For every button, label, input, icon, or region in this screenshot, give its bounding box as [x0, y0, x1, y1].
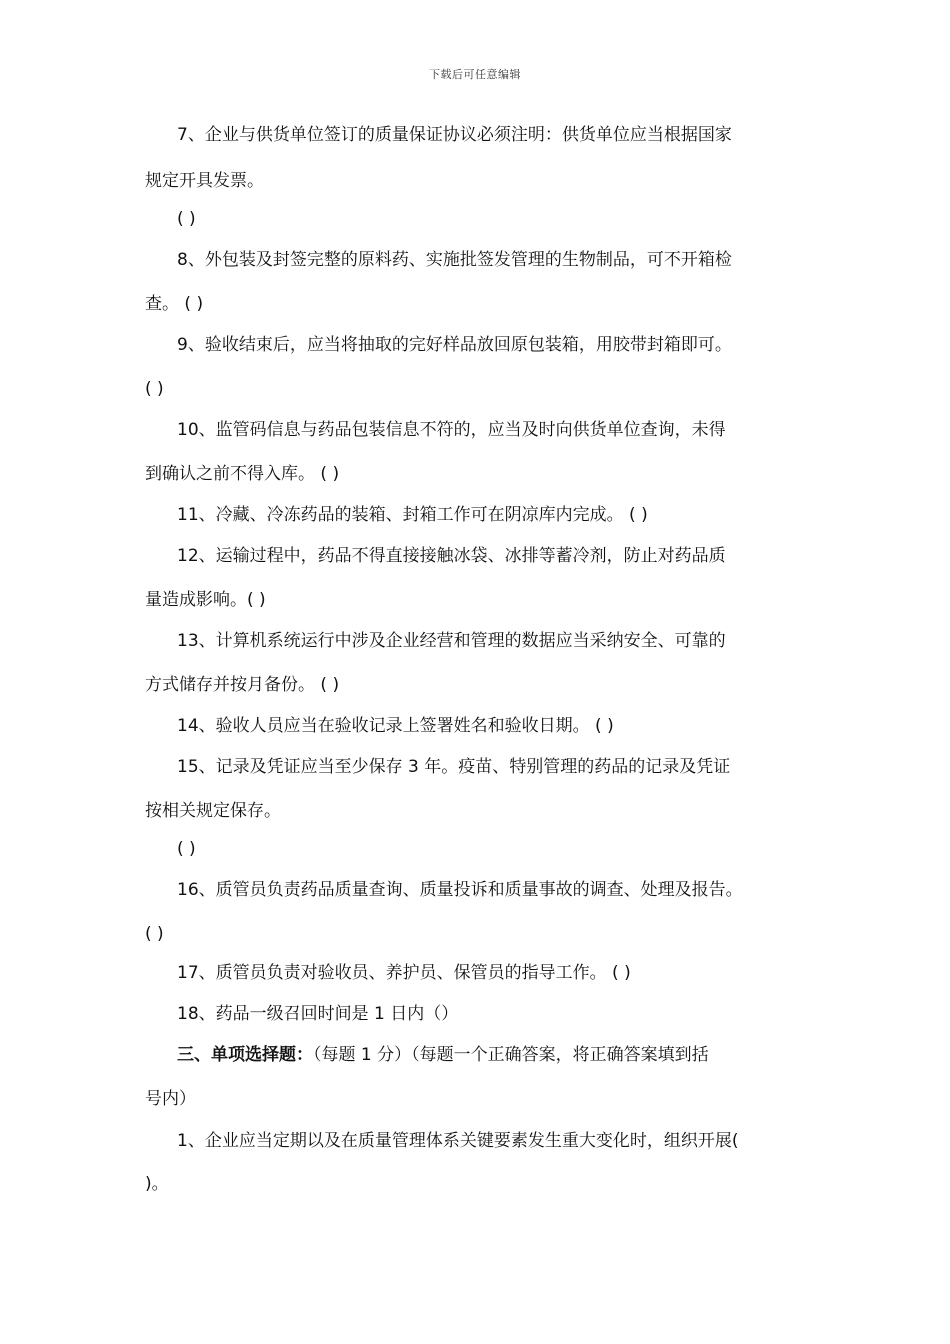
- question-13-line-2: 方式储存并按月备份。 ( ): [145, 675, 340, 695]
- question-13-line-1: 13、计算机系统运行中涉及企业经营和管理的数据应当采纳安全、可靠的: [177, 631, 726, 651]
- question-18: 18、药品一级召回时间是 1 日内（）: [177, 1004, 459, 1024]
- question-15-answer: ( ): [177, 839, 196, 859]
- question-16-answer: ( ): [145, 924, 164, 944]
- section-heading-continuation: 号内）: [145, 1089, 196, 1109]
- question-10-line-2: 到确认之前不得入库。 ( ): [145, 464, 340, 484]
- question-14: 14、验收人员应当在验收记录上签署姓名和验收日期。 ( ): [177, 716, 614, 736]
- choice-question-1-line-2: )。: [145, 1174, 169, 1194]
- question-11: 11、冷藏、冷冻药品的装箱、封箱工作可在阴凉库内完成。 ( ): [177, 505, 648, 525]
- question-7-answer: ( ): [177, 209, 196, 229]
- question-12-line-2: 量造成影响。( ): [145, 590, 266, 610]
- section-title: 三、单项选择题：: [177, 1045, 313, 1065]
- question-7-line-1: 7、企业与供货单位签订的质量保证协议必须注明：供货单位应当根据国家: [177, 125, 732, 145]
- page-header: 下载后可任意编辑: [429, 68, 521, 81]
- question-8-line-1: 8、外包装及封签完整的原料药、实施批签发管理的生物制品，可不开箱检: [177, 250, 732, 270]
- question-8-line-2: 查。 ( ): [145, 294, 204, 314]
- question-12-line-1: 12、运输过程中，药品不得直接接触冰袋、冰排等蓄冷剂，防止对药品质: [177, 546, 726, 566]
- question-10-line-1: 10、监管码信息与药品包装信息不符的，应当及时向供货单位查询，未得: [177, 420, 726, 440]
- section-instructions: （每题 1 分）（每题一个正确答案，将正确答案填到括: [313, 1045, 709, 1065]
- question-15-line-1: 15、记录及凭证应当至少保存 3 年。疫苗、特别管理的药品的记录及凭证: [177, 757, 731, 777]
- choice-question-1-line-1: 1、企业应当定期以及在质量管理体系关键要素发生重大变化时，组织开展(: [177, 1131, 739, 1151]
- question-9-answer: ( ): [145, 379, 164, 399]
- question-16-line-1: 16、质管员负责药品质量查询、质量投诉和质量事故的调查、处理及报告。: [177, 880, 743, 900]
- section-heading: [177, 1043, 817, 1067]
- question-9-line-1: 9、验收结束后，应当将抽取的完好样品放回原包装箱，用胶带封箱即可。: [177, 335, 732, 355]
- question-7-line-2: 规定开具发票。: [145, 171, 264, 191]
- question-17: 17、质管员负责对验收员、养护员、保管员的指导工作。 ( ): [177, 963, 631, 983]
- question-15-line-2: 按相关规定保存。: [145, 801, 281, 821]
